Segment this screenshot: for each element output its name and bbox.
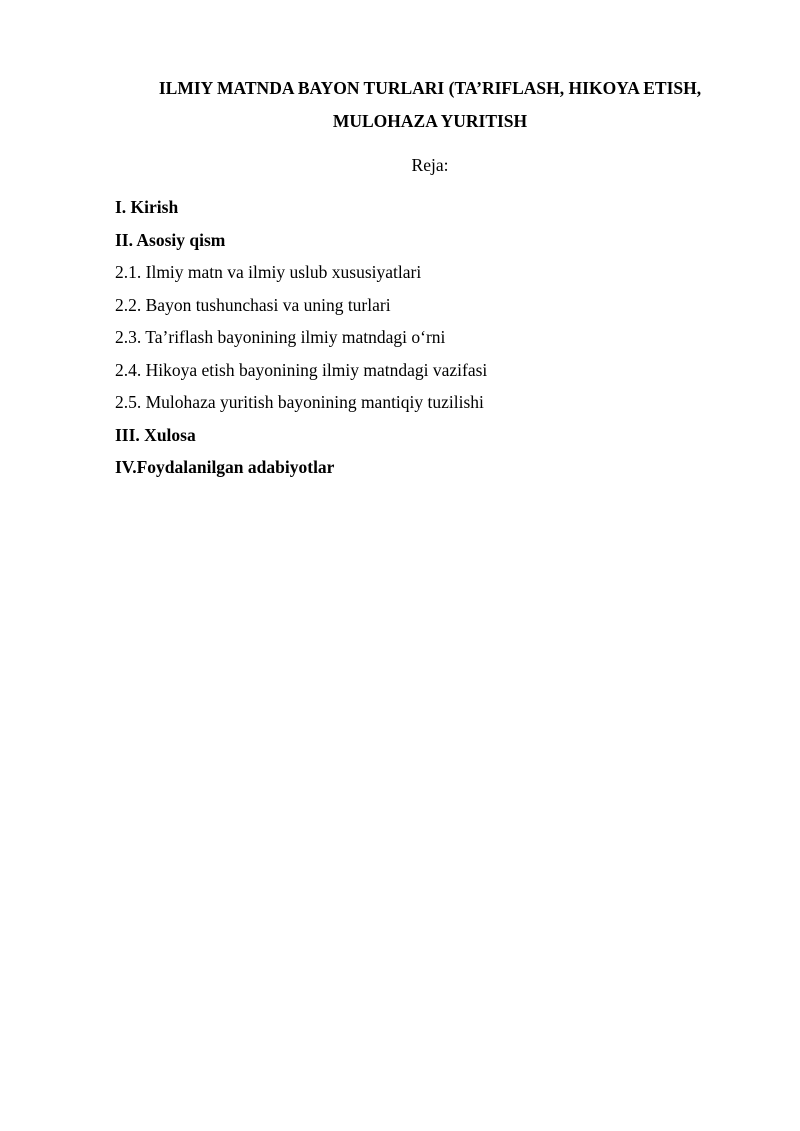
toc-item-asosiy-qism: II. Asosiy qism bbox=[115, 229, 226, 250]
document-title-line-1: ILMIY MATNDA BAYON TURLARI (TA’RIFLASH, HIKOYA ETISH, bbox=[158, 78, 702, 98]
toc-item-kirish: I. Kirish bbox=[115, 197, 179, 217]
toc-item-2-4: 2.4. Hikoya etish bayonining ilmiy matndagi vazifasi bbox=[115, 359, 488, 380]
table-of-contents bbox=[115, 197, 487, 490]
toc-item-2-2: 2.2. Bayon tushunchasi va uning turlari bbox=[115, 294, 391, 315]
toc-item-2-3: 2.3. Ta’riflash bayonining ilmiy matndagi o‘rni bbox=[115, 327, 446, 347]
plan-heading: Reja: bbox=[411, 155, 449, 175]
toc-item-2-1: 2.1. Ilmiy matn va ilmiy uslub xususiyatlari bbox=[115, 262, 422, 282]
toc-item-xulosa: III. Xulosa bbox=[115, 424, 196, 445]
document-title-line-2: MULOHAZA YURITISH bbox=[332, 111, 528, 131]
toc-item-2-5: 2.5. Mulohaza yuritish bayonining mantiqiy tuzilishi bbox=[115, 392, 484, 412]
toc-item-adabiyotlar: IV.Foydalanilgan adabiyotlar bbox=[115, 457, 335, 477]
